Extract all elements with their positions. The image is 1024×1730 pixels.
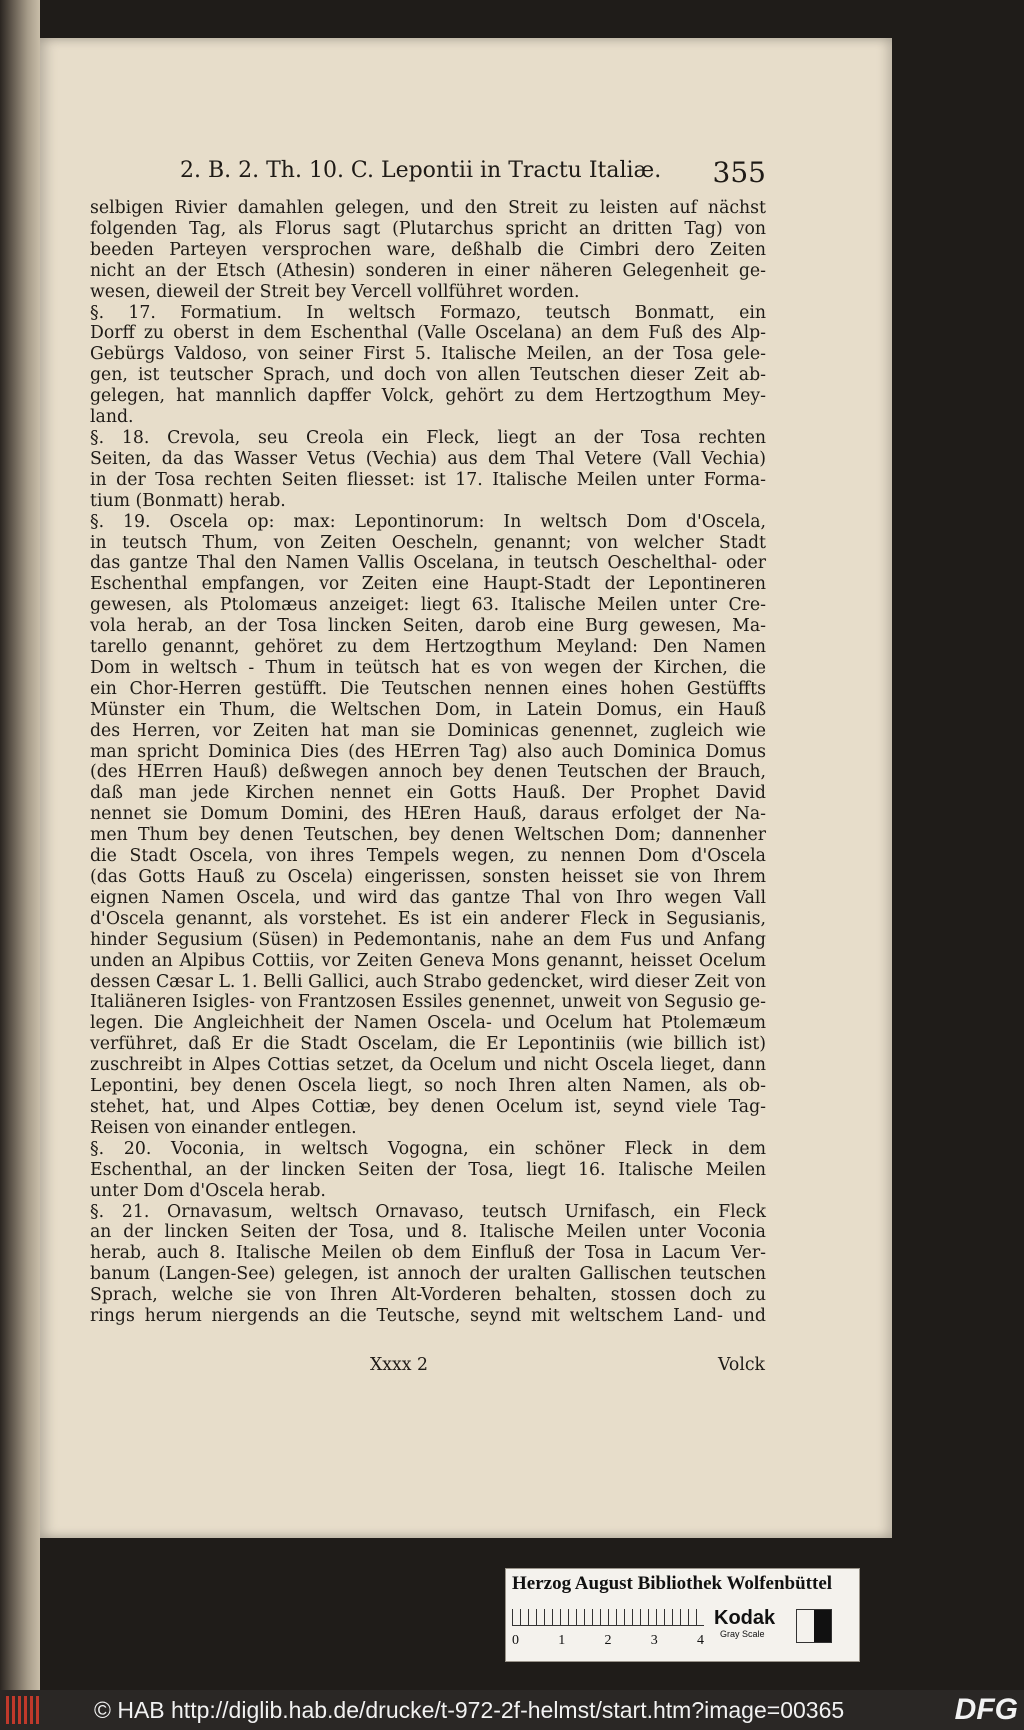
text-line: Münster ein Thum, die Weltschen Dom, in Latein Domus, ein Hauß [90,699,766,720]
color-reference-card [505,1568,860,1662]
text-line: verführet, daß Er die Stadt Oscelam, die Er Lepontiniis (wie billich ist) [90,1034,766,1055]
text-line: man spricht Dominica Dies (des HErren Tag) also auch Dominica Domus [90,741,766,762]
text-line: folgenden Tag, als Florus sagt (Plutarchus spricht an dritten Tag) von [90,218,766,239]
dfg-logo: DFG [954,1693,1018,1726]
text-line: die Stadt Oscela, von ihres Tempels wegen, zu nennen Dom d'Oscela [90,846,766,867]
gray-scale-label: Gray Scale [720,1629,765,1639]
text-line: vola herab, an der Tosa lincken Seiten, darob eine Burg gewesen, Ma- [90,616,766,637]
text-line: daß man jede Kirchen nennet ein Gotts Hauß. Der Prophet David [90,783,766,804]
text-line: Seiten, da das Wasser Vetus (Vechia) aus dem Thal Vetere (Vall Vechia) [90,448,766,469]
text-line: wesen, dieweil der Streit bey Vercell vollführet worden. [90,281,580,302]
text-line: §. 21. Ornavasum, weltsch Ornavaso, teutsch Urnifasch, ein Fleck [90,1201,766,1222]
hab-logo-icon [6,1696,42,1724]
catchword: Volck [718,1355,765,1375]
text-line: Sprach, welche sie von Ihren Alt-Vorderen behalten, stossen doch zu [90,1285,766,1306]
text-line: men Thum bey denen Teutschen, bey denen Weltschen Dom; dannenher [90,825,766,846]
text-line: ein Chor-Herren gestüfft. Die Teutschen nennen eines hohen Gestüffts [90,678,766,699]
body-text [90,198,766,1327]
text-line: §. 18. Crevola, seu Creola ein Fleck, liegt an der Tosa rechten [90,427,766,448]
page-number: 355 [712,156,766,189]
text-line: rings herum niergends an die Teutsche, seynd mit weltschem Land- und [90,1306,766,1327]
text-line: beeden Parteyen versprochen ware, deßhalb die Cimbri dero Zeiten [90,239,766,260]
page-header [180,158,766,188]
text-line: in der Tosa rechten Seiten fliesset: ist 17. Italische Meilen unter Forma- [90,469,766,490]
text-line: an der lincken Seiten der Tosa, und 8. Italische Meilen unter Voconia [90,1222,766,1243]
text-line: nicht an der Etsch (Athesin) sonderen in einer näheren Gelegenheit ge- [90,260,766,281]
text-line: Dom in weltsch - Thum in teütsch hat es von wegen der Kirchen, die [90,657,766,678]
text-line: das gantze Thal den Namen Vallis Oscelana, in teutsch Oeschelthal- oder [90,553,766,574]
text-line: banum (Langen-See) gelegen, ist annoch der uralten Gallischen teutschen [90,1264,766,1285]
text-line: Italiäneren Isigles- von Frantzosen Essiles genennet, unweit von Segusio ge- [90,992,766,1013]
scale-numbers [512,1633,704,1649]
text-line: tium (Bonmatt) herab. [90,490,286,511]
scale-number: 2 [604,1633,612,1648]
text-line: gen, ist teutscher Sprach, und doch von allen Teutschen dieser Zeit ab- [90,365,766,386]
kodak-label: Kodak [714,1607,776,1629]
scale-number: 3 [650,1633,658,1648]
text-line: Eschenthal, an der lincken Seiten der Tosa, liegt 16. Italische Meilen [90,1159,766,1180]
scale-ruler [512,1609,704,1626]
scale-number: 0 [512,1633,519,1648]
text-line: land. [90,407,134,428]
text-line: §. 19. Oscela op: max: Lepontinorum: In weltsch Dom d'Oscela, [90,511,766,532]
scale-number: 4 [697,1633,704,1648]
book-gutter [0,0,40,1690]
text-line: d'Oscela genannt, als vorstehet. Es ist ein anderer Fleck in Segusianis, [90,908,766,929]
text-line: (des HErren Hauß) deßwegen annoch bey denen Teutschen der Brauch, [90,762,766,783]
text-line: gewesen, als Ptolomæus anzeiget: liegt 63. Italische Meilen unter Cre- [90,595,766,616]
text-line: des Herren, vor Zeiten hat man sie Dominicas genennet, zugleich wie [90,720,766,741]
catchword-line [370,1355,765,1379]
text-line: hinder Segusium (Süsen) in Pedemontanis, nahe an dem Fus und Anfang [90,929,766,950]
text-line: unter Dom d'Oscela herab. [90,1180,326,1201]
text-line: nennet sie Domum Domini, des HEren Hauß, daraus erfolget der Na- [90,804,766,825]
scale-number: 1 [558,1633,566,1648]
footer-bar [0,1690,1024,1730]
gray-patch [796,1609,832,1643]
text-line: tarello genannt, gehöret zu dem Hertzogthum Meyland: Den Namen [90,637,766,658]
text-line: §. 17. Formatium. In weltsch Formazo, teutsch Bonmatt, ein [90,302,766,323]
text-line: legen. Die Angleichheit der Namen Oscela- und Ocelum hat Ptolemæum [90,1013,766,1034]
text-line: unden an Alpibus Cottiis, vor Zeiten Geneva Mons genannt, heisset Ocelum [90,950,766,971]
text-line: gelegen, hat mannlich dapffer Volck, gehört zu dem Hertzogthum Mey- [90,386,766,407]
text-line: herab, auch 8. Italische Meilen ob dem Einfluß der Tosa in Lacum Ver- [90,1243,766,1264]
source-link[interactable]: © HAB http://diglib.hab.de/drucke/t-972-2f-helmst/start.htm?image=00365 [94,1697,845,1723]
library-name: Herzog August Bibliothek Wolfenbüttel [512,1573,833,1594]
running-head: 2. B. 2. Th. 10. C. Lepontii in Tractu Italiæ. [180,158,662,183]
book-page [40,38,892,1538]
text-line: stehet, hat, und Alpes Cottiæ, bey denen Ocelum ist, seynd viele Tag- [90,1096,766,1117]
text-line: eignen Namen Oscela, und wird das gantze Thal von Ihro wegen Vall [90,887,766,908]
text-line: zuschreibt in Alpes Cottias setzet, da Ocelum und nicht Oscela lieget, dann [90,1055,766,1076]
signature-mark: Xxxx 2 [370,1355,429,1375]
text-line: Gebürgs Valdoso, von seiner First 5. Italische Meilen, an der Tosa gele- [90,344,766,365]
text-line: dessen Cæsar L. 1. Belli Gallici, auch Strabo gedencket, wird dieser Zeit von [90,971,766,992]
text-line: Dorff zu oberst in dem Eschenthal (Valle Oscelana) an dem Fuß des Alp- [90,323,766,344]
text-line: Reisen von einander entlegen. [90,1117,357,1138]
text-line: Lepontini, bey denen Oscela liegt, so noch Ihren alten Namen, als ob- [90,1076,766,1097]
text-line: in teutsch Thum, von Zeiten Oescheln, genannt; von welcher Stadt [90,532,766,553]
text-line: selbigen Rivier damahlen gelegen, und den Streit zu leisten auf nächst [90,198,766,218]
text-line: §. 20. Voconia, in weltsch Vogogna, ein schöner Fleck in dem [90,1138,766,1159]
text-line: Eschenthal empfangen, vor Zeiten eine Haupt-Stadt der Lepontineren [90,574,766,595]
text-line: (das Gotts Hauß zu Oscela) eingerissen, sonsten heisset sie von Ihrem [90,867,766,887]
